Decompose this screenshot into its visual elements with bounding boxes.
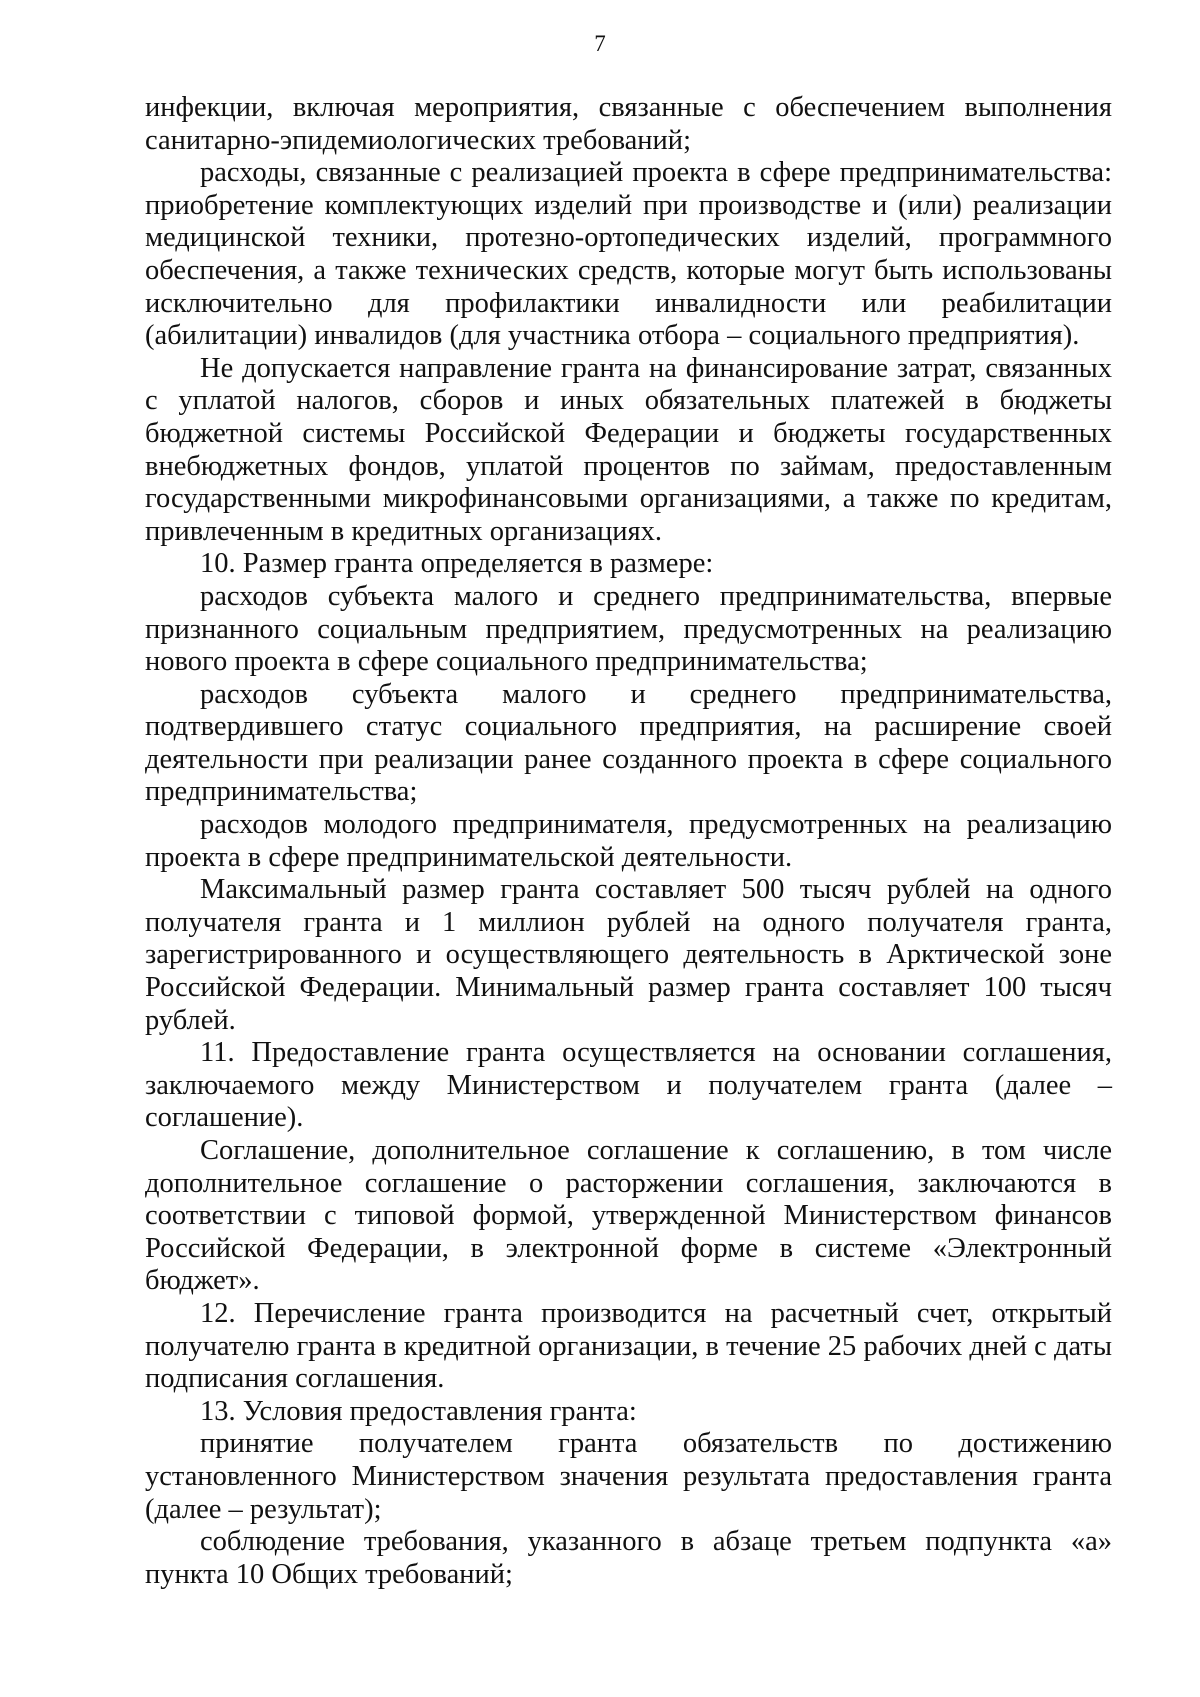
paragraph-2: расходы, связанные с реализацией проекта в сфере предпринимательства: приобретение комплектующих изделий при производстве и (или) реализации медицинской техники, протезно-ортопедических изделий, программного обеспечения, а также технических средств, которые могут быть использованы исключительно для профилактики инвалидности или реабилитации (абилитации) инвалидов (для участника отбора – социального предприятия). xyxy=(145,157,1112,352)
paragraph-12: 13. Условия предоставления гранта: xyxy=(200,1395,637,1427)
paragraph-4: 10. Размер гранта определяется в размере: xyxy=(200,548,714,580)
paragraph-13: принятие получателем гранта обязательств по достижению установленного Министерством значения результата предоставления гранта (далее – результат); xyxy=(145,1428,1112,1525)
paragraph-3: Не допускается направление гранта на финансирование затрат, связанных с уплатой налогов, сборов и иных обязательных платежей в бюджеты бюджетной системы Российской Федерации и бюджеты государственных внебюджетных фондов, уплатой процентов по займам, предоставленным государственными микрофинансовыми организациями, а также по кредитам, привлеченным в кредитных организациях. xyxy=(145,352,1112,547)
paragraph-6: расходов субъекта малого и среднего предпринимательства, подтвердившего статус социального предприятия, на расширение своей деятельности при реализации ранее созданного проекта в сфере социального предпринимательства; xyxy=(145,678,1112,808)
paragraph-7: расходов молодого предпринимателя, предусмотренных на реализацию проекта в сфере предпринимательской деятельности. xyxy=(145,809,1112,873)
paragraph-9: 11. Предоставление гранта осуществляется на основании соглашения, заключаемого между Министерством и получателем гранта (далее – соглашение). xyxy=(145,1037,1112,1134)
page-number: 7 xyxy=(594,31,606,56)
paragraph-1: инфекции, включая мероприятия, связанные с обеспечением выполнения санитарно-эпидемиологических требований; xyxy=(145,92,1112,156)
paragraph-10: Соглашение, дополнительное соглашение к соглашению, в том числе дополнительное соглашение о расторжении соглашения, заключаются в соответствии с типовой формой, утвержденной Министерством финансов Российской Федерации, в электронной форме в системе «Электронный бюджет». xyxy=(145,1135,1112,1297)
paragraph-5: расходов субъекта малого и среднего предпринимательства, впервые признанного социальным предприятием, предусмотренных на реализацию нового проекта в сфере социального предпринимательства; xyxy=(145,580,1112,678)
paragraph-8: Максимальный размер гранта составляет 500 тысяч рублей на одного получателя гранта и 1 миллион рублей на одного получателя гранта, зарегистрированного и осуществляющего деятельность в Арктической зоне Российской Федерации. Минимальный размер гранта составляет 100 тысяч рублей. xyxy=(145,874,1112,1036)
paragraph-14: соблюдение требования, указанного в абзаце третьем подпункта «а» пункта 10 Общих требований; xyxy=(145,1526,1112,1590)
paragraph-11: 12. Перечисление гранта производится на расчетный счет, открытый получателю гранта в кредитной организации, в течение 25 рабочих дней с даты подписания соглашения. xyxy=(145,1297,1112,1395)
document-body xyxy=(145,92,1112,1591)
